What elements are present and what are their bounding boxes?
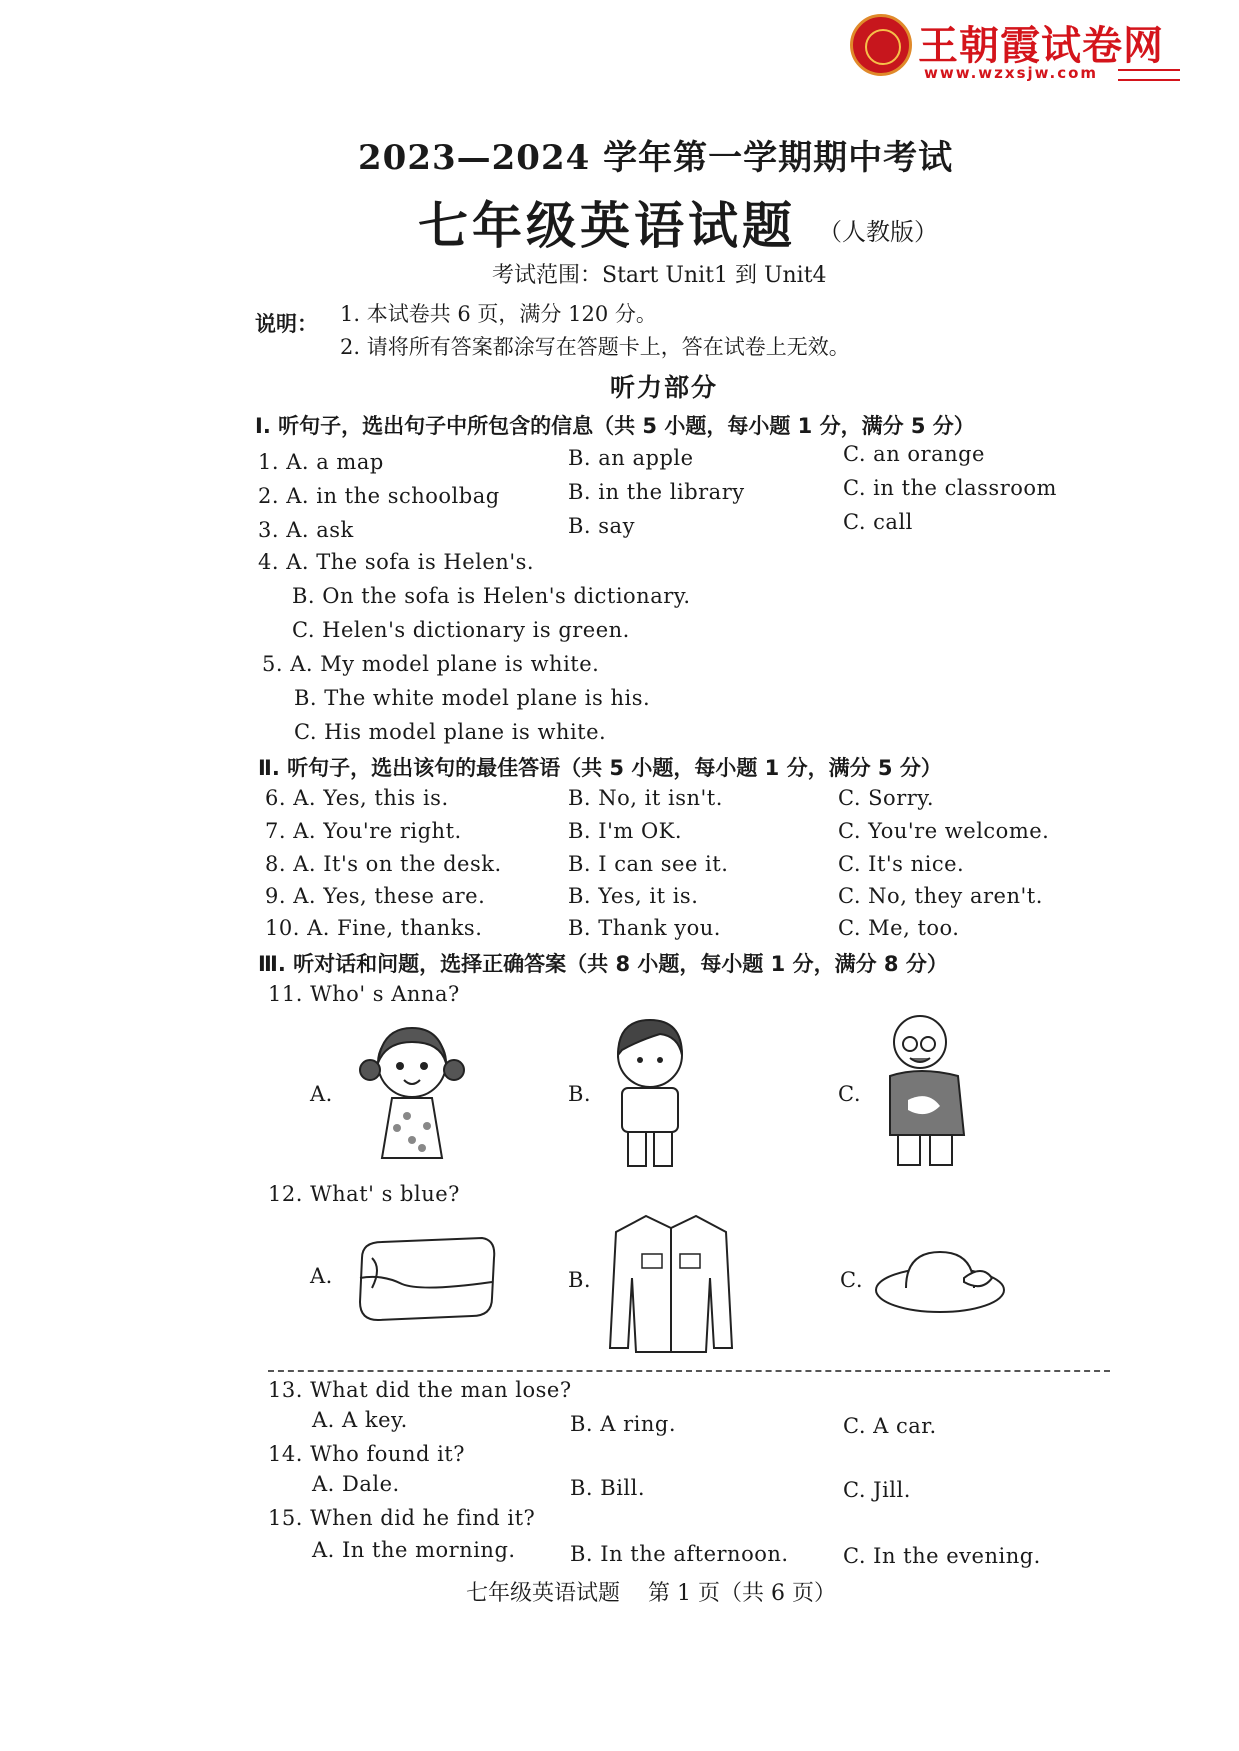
- q7-option-b: B. I'm OK.: [568, 819, 683, 843]
- q9-option-a: 9. A. Yes, these are.: [265, 884, 486, 908]
- q7-option-a: 7. A. You're right.: [265, 819, 462, 843]
- quilt-image: [342, 1228, 502, 1328]
- section3-title: Ⅲ. 听对话和问题，选择正确答案（共 8 小题，每小题 1 分，满分 8 分）: [258, 952, 948, 976]
- q2-option-a: 2. A. in the schoolbag: [258, 484, 500, 508]
- q12-option-b: B.: [568, 1268, 592, 1292]
- part-title: 听力部分: [610, 373, 719, 402]
- boy-image: [600, 1010, 700, 1170]
- q10-option-a: 10. A. Fine, thanks.: [265, 916, 483, 940]
- q1-option-b: B. an apple: [568, 446, 694, 470]
- q13-option-c: C. A car.: [843, 1414, 937, 1438]
- q14-option-a: A. Dale.: [312, 1472, 400, 1496]
- q11-stem: 11. Who' s Anna?: [268, 982, 460, 1006]
- q11-option-c: C.: [838, 1082, 861, 1106]
- q2-option-b: B. in the library: [568, 480, 745, 504]
- q6-option-a: 6. A. Yes, this is.: [265, 786, 449, 810]
- q8-option-a: 8. A. It's on the desk.: [265, 852, 502, 876]
- q14-option-c: C. Jill.: [843, 1478, 911, 1502]
- q10-option-c: C. Me, too.: [838, 916, 960, 940]
- q1-option-a: 1. A. a map: [258, 450, 384, 474]
- q12-option-a: A.: [310, 1264, 333, 1288]
- q9-option-b: B. Yes, it is.: [568, 884, 699, 908]
- q15-option-b: B. In the afternoon.: [570, 1542, 789, 1566]
- q5-option-c: C. His model plane is white.: [294, 720, 607, 744]
- q8-option-b: B. I can see it.: [568, 852, 729, 876]
- q15-option-a: A. In the morning.: [312, 1538, 516, 1562]
- girl-image: [352, 1018, 472, 1168]
- q13-option-b: B. A ring.: [570, 1412, 677, 1436]
- logo-seal-icon: [850, 14, 912, 76]
- paper-title: 七年级英语试题: [418, 196, 796, 255]
- q1-option-c: C. an orange: [843, 442, 985, 466]
- q3-option-a: 3. A. ask: [258, 518, 354, 542]
- q5-option-a: 5. A. My model plane is white.: [262, 652, 600, 676]
- section1-title: Ⅰ. 听句子，选出句子中所包含的信息（共 5 小题，每小题 1 分，满分 5 分）: [255, 414, 975, 438]
- q10-option-b: B. Thank you.: [568, 916, 721, 940]
- q9-option-c: C. No, they aren't.: [838, 884, 1043, 908]
- note-2: 2. 请将所有答案都涂写在答题卡上，答在试卷上无效。: [340, 335, 850, 359]
- q6-option-b: B. No, it isn't.: [568, 786, 723, 810]
- hat-image: [872, 1238, 1012, 1318]
- q4-option-a: 4. A. The sofa is Helen's.: [258, 550, 535, 574]
- q11-option-a: A.: [310, 1082, 333, 1106]
- q13-stem: 13. What did the man lose?: [268, 1378, 572, 1402]
- q4-option-b: B. On the sofa is Helen's dictionary.: [292, 584, 691, 608]
- q12-option-c: C.: [840, 1268, 863, 1292]
- q8-option-c: C. It's nice.: [838, 852, 965, 876]
- notes-label: 说明：: [255, 311, 318, 336]
- note-1: 1. 本试卷共 6 页，满分 120 分。: [340, 302, 657, 326]
- q11-option-b: B.: [568, 1082, 592, 1106]
- edition-label: （人教版）: [818, 218, 938, 246]
- q12-stem: 12. What' s blue?: [268, 1182, 460, 1206]
- q14-stem: 14. Who found it?: [268, 1442, 465, 1466]
- old-man-image: [868, 1010, 988, 1170]
- logo-decor-lines: [1118, 69, 1180, 81]
- q6-option-c: C. Sorry.: [838, 786, 935, 810]
- q7-option-c: C. You're welcome.: [838, 819, 1050, 843]
- logo-url: www.wzxsjw.com: [924, 64, 1099, 82]
- jacket-image: [606, 1208, 736, 1358]
- page-footer: 七年级英语试题 第 1 页（共 6 页）: [466, 1581, 836, 1606]
- q14-option-b: B. Bill.: [570, 1476, 646, 1500]
- q3-option-b: B. say: [568, 514, 635, 538]
- q3-option-c: C. call: [843, 510, 913, 534]
- q15-option-c: C. In the evening.: [843, 1544, 1041, 1568]
- q5-option-b: B. The white model plane is his.: [294, 686, 651, 710]
- logo-brand: 王朝霞试卷网: [918, 23, 1164, 69]
- q15-stem: 15. When did he find it?: [268, 1506, 536, 1530]
- section2-title: Ⅱ. 听句子，选出该句的最佳答语（共 5 小题，每小题 1 分，满分 5 分）: [258, 756, 942, 780]
- exam-title: 2023—2024 学年第一学期期中考试: [358, 138, 954, 178]
- page-divider: [268, 1370, 1110, 1372]
- q13-option-a: A. A key.: [312, 1408, 408, 1432]
- q2-option-c: C. in the classroom: [843, 476, 1057, 500]
- site-logo: [850, 14, 1190, 82]
- exam-scope: 考试范围：Start Unit1 到 Unit4: [492, 263, 827, 288]
- q4-option-c: C. Helen's dictionary is green.: [292, 618, 630, 642]
